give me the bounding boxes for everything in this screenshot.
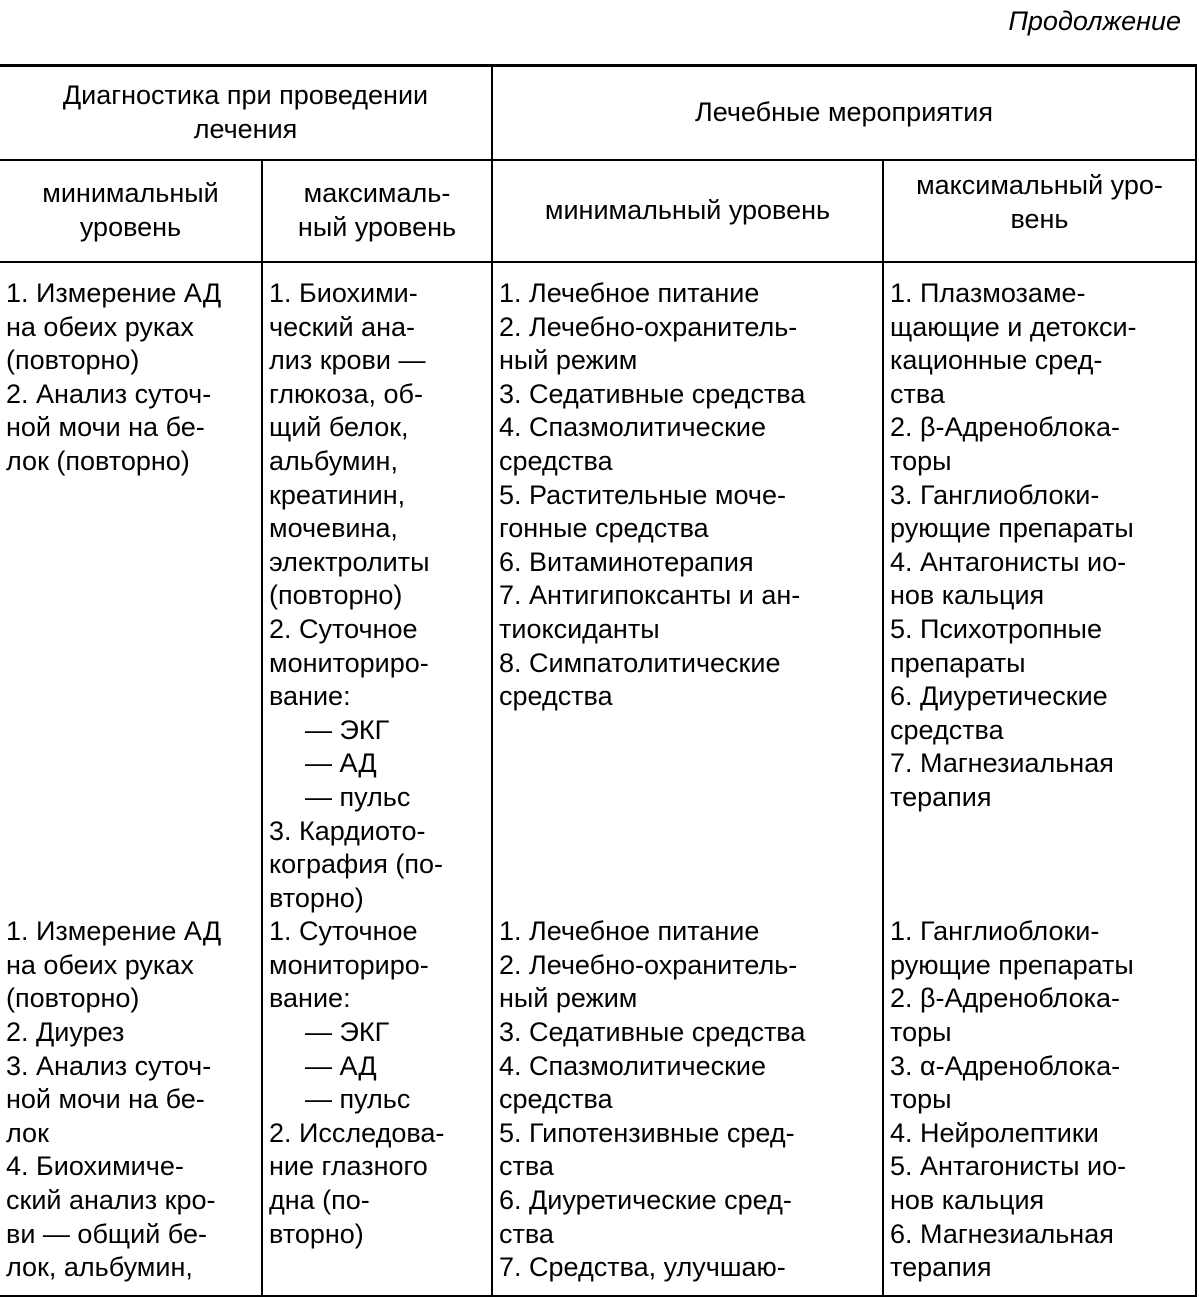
cell-line: средства: [890, 714, 1004, 745]
cell-line: креатинин,: [269, 479, 406, 510]
cell-line: ной мочи на бе-: [6, 412, 205, 443]
cell-line: вторно): [269, 1218, 364, 1249]
cell-line: ный режим: [499, 983, 638, 1014]
cell-line: ние глазного: [269, 1151, 428, 1182]
cell-line: 2. Диурез: [6, 1017, 125, 1048]
cell-line: глюкоза, об-: [269, 378, 423, 409]
cell-line: тиоксиданты: [499, 613, 660, 644]
cell-line: торы: [890, 1017, 952, 1048]
cell-line: ский анализ кро-: [6, 1185, 216, 1216]
cell-line: 1. Суточное: [269, 916, 418, 947]
cell-line: 1. Лечебное питание: [499, 278, 760, 308]
cell-line: 4. Нейролептики: [890, 1117, 1099, 1148]
cell-line: 8. Симпатолитические: [499, 647, 781, 678]
cell-treat-max: [883, 915, 1196, 1296]
cell-line: рующие препараты: [890, 949, 1134, 980]
cell-line: 6. Витаминотерапия: [499, 546, 754, 577]
cell-line: 7. Антигипоксанты и ан-: [499, 580, 801, 611]
cell-treat-min: [492, 915, 883, 1296]
cell-line: 1. Биохими-: [269, 278, 418, 308]
header-line: ный уровень: [297, 212, 457, 242]
cell-line: вание:: [269, 681, 351, 712]
cell-line: 3. Кардиото-: [269, 815, 426, 846]
cell-line: 6. Диуретические: [890, 681, 1108, 712]
continuation-label: Продолжение: [1008, 6, 1181, 36]
cell-line: альбумин,: [269, 445, 398, 476]
cell-line: лок (повторно): [6, 445, 190, 476]
cell-diag-max: [262, 262, 492, 915]
cell-line: 1. Лечебное питание: [499, 916, 760, 947]
header-treatment: Лечебные мероприятия: [492, 66, 1196, 161]
cell-line: нов кальция: [890, 1185, 1045, 1216]
cell-line: 4. Биохимиче-: [6, 1151, 184, 1182]
cell-line: щающие и детокси-: [890, 311, 1137, 342]
cell-line: 6. Диуретические сред-: [499, 1185, 792, 1216]
cell-line: торы: [890, 1084, 952, 1115]
cell-line: — пульс: [305, 1084, 411, 1115]
cell-line: кационные сред-: [890, 345, 1103, 376]
cell-line: 5. Растительные моче-: [499, 479, 786, 510]
header-diag-max: [262, 160, 492, 262]
cell-line: 2. Суточное: [269, 613, 418, 644]
cell-line: 2. Лечебно-охранитель-: [499, 311, 798, 342]
cell-line: 5. Психотропные: [890, 613, 1102, 644]
header-row-groups: [0, 66, 1196, 161]
cell-line: терапия: [890, 781, 992, 812]
cell-line: терапия: [890, 1252, 992, 1283]
header-line: вень: [1010, 203, 1069, 234]
cell-line: средства: [499, 1084, 613, 1115]
cell-line: 2. Анализ суточ-: [6, 378, 212, 409]
cell-line: гонные средства: [499, 513, 709, 544]
cell-line: 2. β-Адреноблока-: [890, 412, 1121, 443]
cell-line: торы: [890, 445, 952, 476]
header-row-levels: [0, 160, 1196, 262]
cell-line: лок: [6, 1117, 49, 1148]
cell-line: 3. α-Адреноблока-: [890, 1050, 1121, 1081]
cell-line: 2. β-Адреноблока-: [890, 983, 1121, 1014]
cell-line: средства: [499, 681, 613, 712]
cell-line: 3. Анализ суточ-: [6, 1050, 212, 1081]
cell-line: 6. Магнезиальная: [890, 1218, 1114, 1249]
header-line: максимальный уро-: [916, 170, 1163, 200]
cell-line: на обеих руках: [6, 311, 194, 342]
cell-line: ства: [499, 1151, 554, 1182]
cell-line: 7. Средства, улучшаю-: [499, 1252, 786, 1283]
treatment-table-wrapper: [0, 64, 1196, 1297]
header-line: минимальный: [42, 178, 219, 209]
cell-line: лиз крови —: [269, 345, 426, 376]
cell-line: вание:: [269, 983, 351, 1014]
cell-diag-max: [262, 915, 492, 1296]
cell-line: (повторно): [6, 345, 140, 376]
cell-line: ви — общий бе-: [6, 1218, 207, 1249]
cell-line: мочевина,: [269, 513, 398, 544]
cell-line: ный режим: [499, 345, 638, 376]
cell-line: кография (по-: [269, 849, 444, 880]
cell-line: щий белок,: [269, 412, 409, 443]
cell-line: (повторно): [6, 983, 140, 1014]
header-line: лечения: [193, 114, 298, 144]
cell-line: 5. Гипотензивные сред-: [499, 1117, 795, 1148]
header-diagnostics: [0, 66, 492, 161]
table-row: [0, 262, 1196, 915]
cell-line: нов кальция: [890, 580, 1045, 611]
cell-line: 3. Седативные средства: [499, 1017, 806, 1048]
cell-line: вторно): [269, 882, 364, 913]
treatment-table: [0, 64, 1197, 1297]
cell-line: — ЭКГ: [305, 714, 390, 745]
header-diag-min: [0, 160, 262, 262]
header-treat-min: [492, 160, 883, 262]
cell-line: 1. Измерение АД: [6, 278, 222, 308]
cell-line: 4. Спазмолитические: [499, 1050, 766, 1081]
cell-line: 1. Плазмозаме-: [890, 278, 1086, 308]
cell-line: 5. Антагонисты ио-: [890, 1151, 1127, 1182]
cell-diag-min: [0, 262, 262, 915]
cell-line: 2. Лечебно-охранитель-: [499, 949, 798, 980]
cell-line: — АД: [305, 1050, 377, 1081]
cell-line: 7. Магнезиальная: [890, 748, 1114, 779]
cell-line: мониториро-: [269, 949, 429, 980]
cell-line: 3. Ганглиоблоки-: [890, 479, 1100, 510]
cell-line: ческий ана-: [269, 311, 415, 342]
header-line: минимальный уровень: [544, 195, 831, 226]
cell-line: 1. Ганглиоблоки-: [890, 916, 1100, 947]
cell-line: рующие препараты: [890, 513, 1134, 544]
cell-line: ства: [499, 1218, 554, 1249]
cell-treat-max: [883, 262, 1196, 915]
table-row: [0, 915, 1196, 1296]
cell-line: на обеих руках: [6, 949, 194, 980]
header-line: уровень: [79, 212, 182, 242]
cell-line: ства: [890, 378, 945, 409]
cell-line: 1. Измерение АД: [6, 916, 222, 947]
cell-line: лок, альбумин,: [6, 1252, 193, 1283]
cell-line: средства: [499, 445, 613, 476]
cell-line: ной мочи на бе-: [6, 1084, 205, 1115]
cell-line: — пульс: [305, 781, 411, 812]
cell-line: 4. Антагонисты ио-: [890, 546, 1127, 577]
cell-diag-min: [0, 915, 262, 1296]
cell-line: мониториро-: [269, 647, 429, 678]
cell-line: 4. Спазмолитические: [499, 412, 766, 443]
header-treat-max: [883, 160, 1196, 262]
cell-line: 3. Седативные средства: [499, 378, 806, 409]
cell-line: (повторно): [269, 580, 403, 611]
cell-line: препараты: [890, 647, 1026, 678]
cell-treat-min: [492, 262, 883, 915]
header-line: Диагностика при проведении: [62, 80, 429, 111]
cell-line: 2. Исследова-: [269, 1117, 445, 1148]
header-line: максималь-: [303, 178, 451, 209]
cell-line: — АД: [305, 748, 377, 779]
cell-line: — ЭКГ: [305, 1017, 390, 1048]
cell-line: электролиты: [269, 546, 430, 577]
cell-line: дна (по-: [269, 1185, 370, 1216]
